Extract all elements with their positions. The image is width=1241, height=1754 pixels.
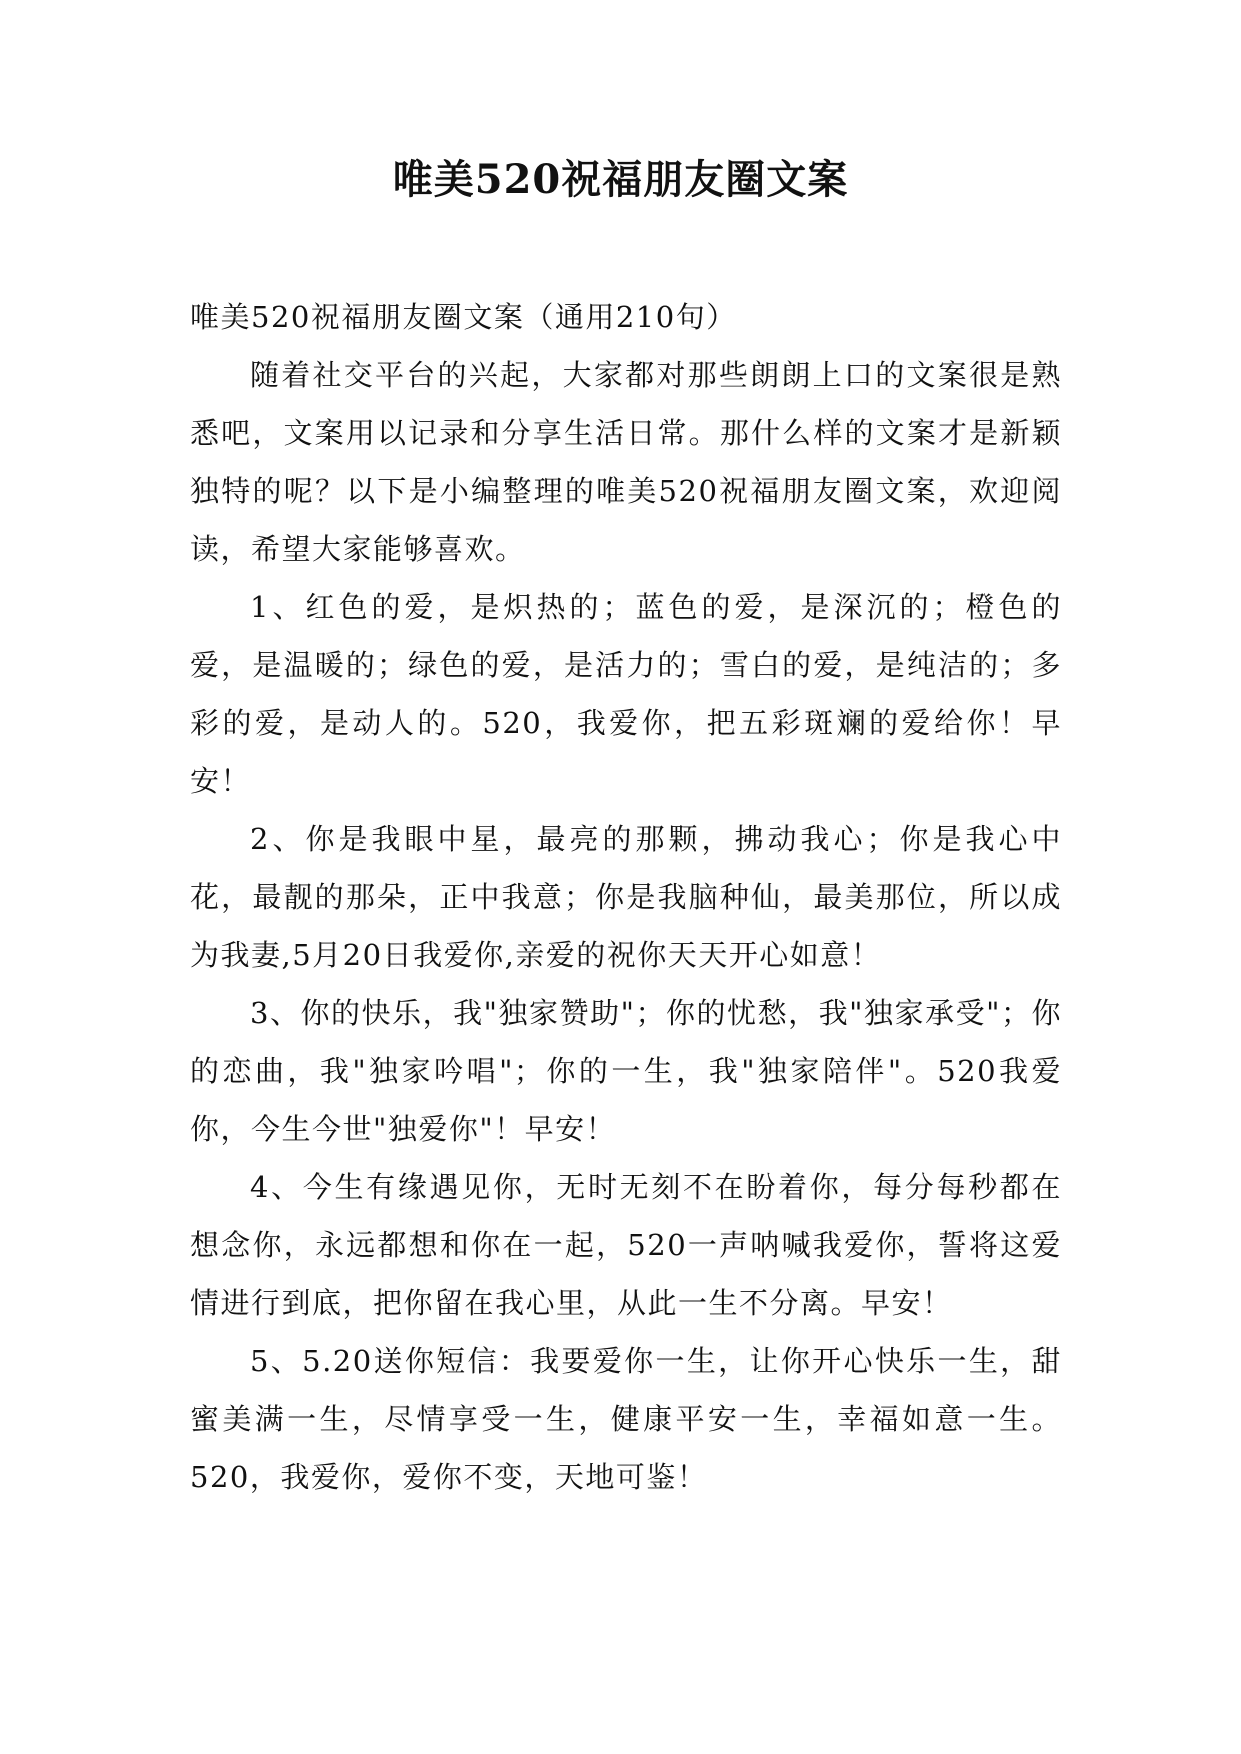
wish-paragraph-4: 4、今生有缘遇见你，无时无刻不在盼着你，每分每秒都在想念你，永远都想和你在一起，520一声呐喊我爱你，誓将这爱情进行到底，把你留在我心里，从此一生不分离。早安！	[190, 1170, 1062, 1320]
document-subtitle: 唯美520祝福朋友圈文案（通用210句）	[190, 300, 737, 334]
wish-paragraph-5: 5、5.20送你短信：我要爱你一生，让你开心快乐一生，甜蜜美满一生，尽情享受一生，健康平安一生，幸福如意一生。520，我爱你，爱你不变，天地可鉴！	[190, 1344, 1062, 1494]
wish-paragraph-1: 1、红色的爱，是炽热的；蓝色的爱，是深沉的；橙色的爱，是温暖的；绿色的爱，是活力的；雪白的爱，是纯洁的；多彩的爱，是动人的。520，我爱你，把五彩斑斓的爱给你！早安！	[190, 590, 1062, 798]
document-title: 唯美520祝福朋友圈文案	[392, 156, 849, 203]
document-body	[190, 288, 1062, 1506]
intro-paragraph: 随着社交平台的兴起，大家都对那些朗朗上口的文案很是熟悉吧，文案用以记录和分享生活日常。那什么样的文案才是新颖独特的呢？以下是小编整理的唯美520祝福朋友圈文案，欢迎阅读，希望大家能够喜欢。	[190, 358, 1062, 566]
wish-paragraph-3: 3、你的快乐，我"独家赞助"；你的忧愁，我"独家承受"；你的恋曲，我"独家吟唱"；你的一生，我"独家陪伴"。520我爱你，今生今世"独爱你"！早安！	[190, 996, 1062, 1146]
wish-paragraph-2: 2、你是我眼中星，最亮的那颗，拂动我心；你是我心中花，最靓的那朵，正中我意；你是我脑种仙，最美那位，所以成为我妻,5月20日我爱你,亲爱的祝你天天开心如意！	[190, 822, 1062, 972]
